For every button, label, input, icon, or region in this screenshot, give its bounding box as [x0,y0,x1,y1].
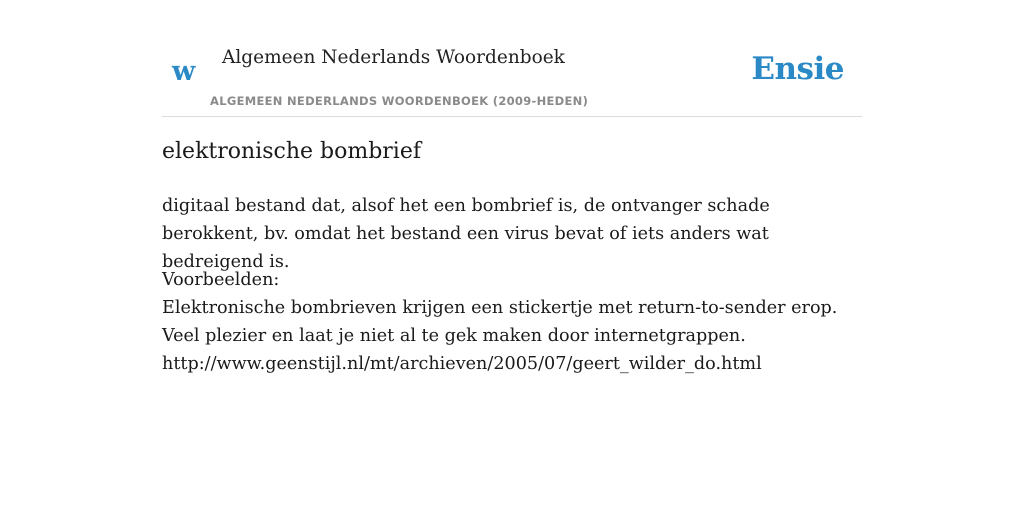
source-logo-icon: w [172,56,196,87]
source-title[interactable]: Algemeen Nederlands Woordenboek [222,47,565,68]
source-header [162,38,862,117]
source-subtitle: ALGEMEEN NEDERLANDS WOORDENBOEK (2009-HEDEN) [210,94,589,108]
examples-label: Voorbeelden: [162,270,280,290]
examples-block [162,266,868,378]
example-text: Elektronische bombrieven krijgen een stickertje met return-to-sender erop. Veel plezier en laat je niet al te gek maken door internetgrappen. [162,298,838,346]
entry-definition: digitaal bestand dat, alsof het een bombrief is, de ontvanger schade berokkent, bv. omdat het bestand een virus bevat of iets anders wat bedreigend is. [162,196,770,272]
entry-title: elektronische bombrief [162,139,421,164]
ensie-logo-link[interactable]: Ensie [751,51,844,87]
example-url: http://www.geenstijl.nl/mt/archieven/2005/07/geert_wilder_do.html [162,354,762,374]
